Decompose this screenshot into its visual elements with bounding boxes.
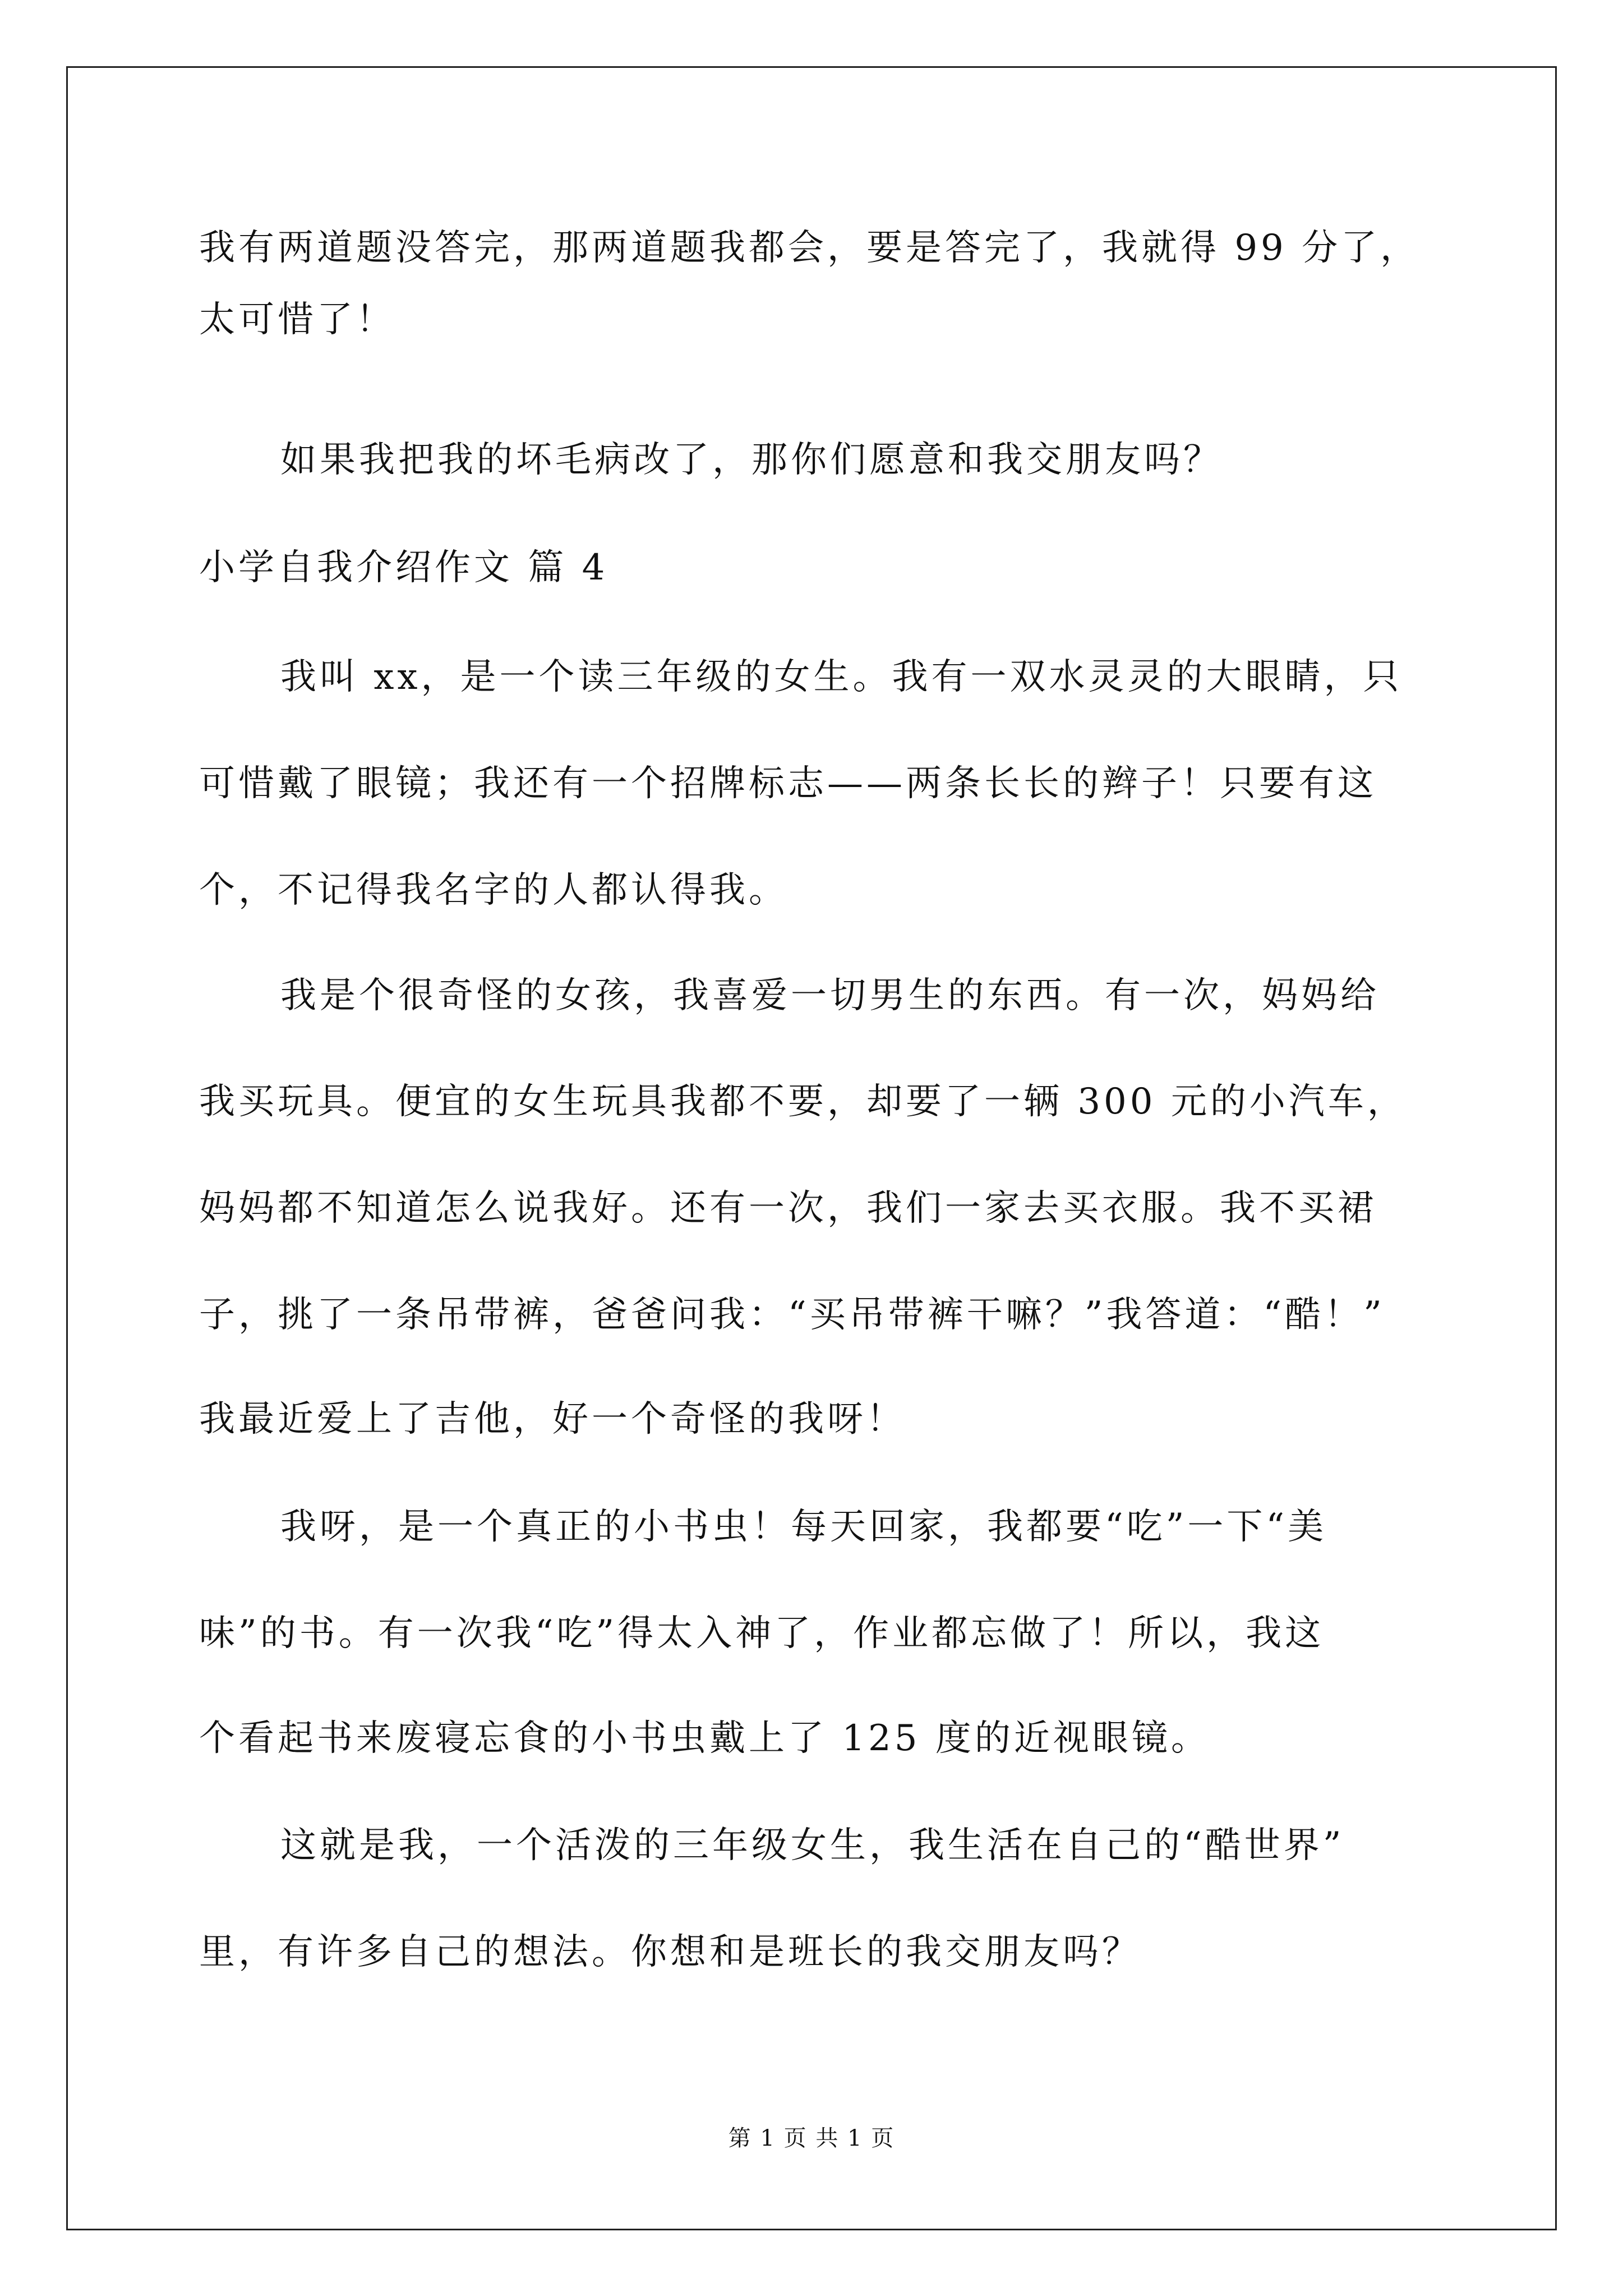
body-line: 我买玩具。便宜的女生玩具我都不要，却要了一辆 300 元的小汽车， <box>199 1081 1407 1122</box>
paragraph-first-line: 我是个很奇怪的女孩，我喜爱一切男生的东西。有一次，妈妈给 <box>280 975 1380 1016</box>
page-border <box>66 66 1557 2230</box>
body-line: 我有两道题没答完，那两道题我都会，要是答完了，我就得 99 分了， <box>199 227 1420 269</box>
paragraph-first-line: 这就是我，一个活泼的三年级女生，我生活在自己的“酷世界” <box>280 1825 1345 1866</box>
body-line: 个，不记得我名字的人都认得我。 <box>199 869 788 911</box>
body-line: 太可惜了！ <box>199 299 395 341</box>
body-line: 可惜戴了眼镜；我还有一个招牌标志——两条长长的辫子！只要有这 <box>199 763 1377 804</box>
page-number-footer: 第 1 页 共 1 页 <box>728 2125 895 2151</box>
paragraph-first-line: 我呀，是一个真正的小书虫！每天回家，我都要“吃”一下“美 <box>280 1506 1327 1548</box>
paragraph-first-line: 我叫 xx，是一个读三年级的女生。我有一双水灵灵的大眼睛，只 <box>280 656 1403 698</box>
body-line: 我最近爱上了吉他，好一个奇怪的我呀！ <box>199 1398 906 1440</box>
body-line: 个看起书来废寝忘食的小书虫戴上了 125 度的近视眼镜。 <box>199 1718 1210 1759</box>
section-heading: 小学自我介绍作文 篇 4 <box>199 547 608 588</box>
body-line: 里，有许多自己的想法。你想和是班长的我交朋友吗？ <box>199 1931 1141 1973</box>
body-line: 子，挑了一条吊带裤，爸爸问我：“买吊带裤干嘛？”我答道：“酷！” <box>199 1294 1385 1336</box>
body-line: 味”的书。有一次我“吃”得太入神了，作业都忘做了！所以，我这 <box>199 1613 1325 1654</box>
paragraph-first-line: 如果我把我的坏毛病改了，那你们愿意和我交朋友吗？ <box>280 439 1223 481</box>
body-line: 妈妈都不知道怎么说我好。还有一次，我们一家去买衣服。我不买裙 <box>199 1188 1377 1229</box>
